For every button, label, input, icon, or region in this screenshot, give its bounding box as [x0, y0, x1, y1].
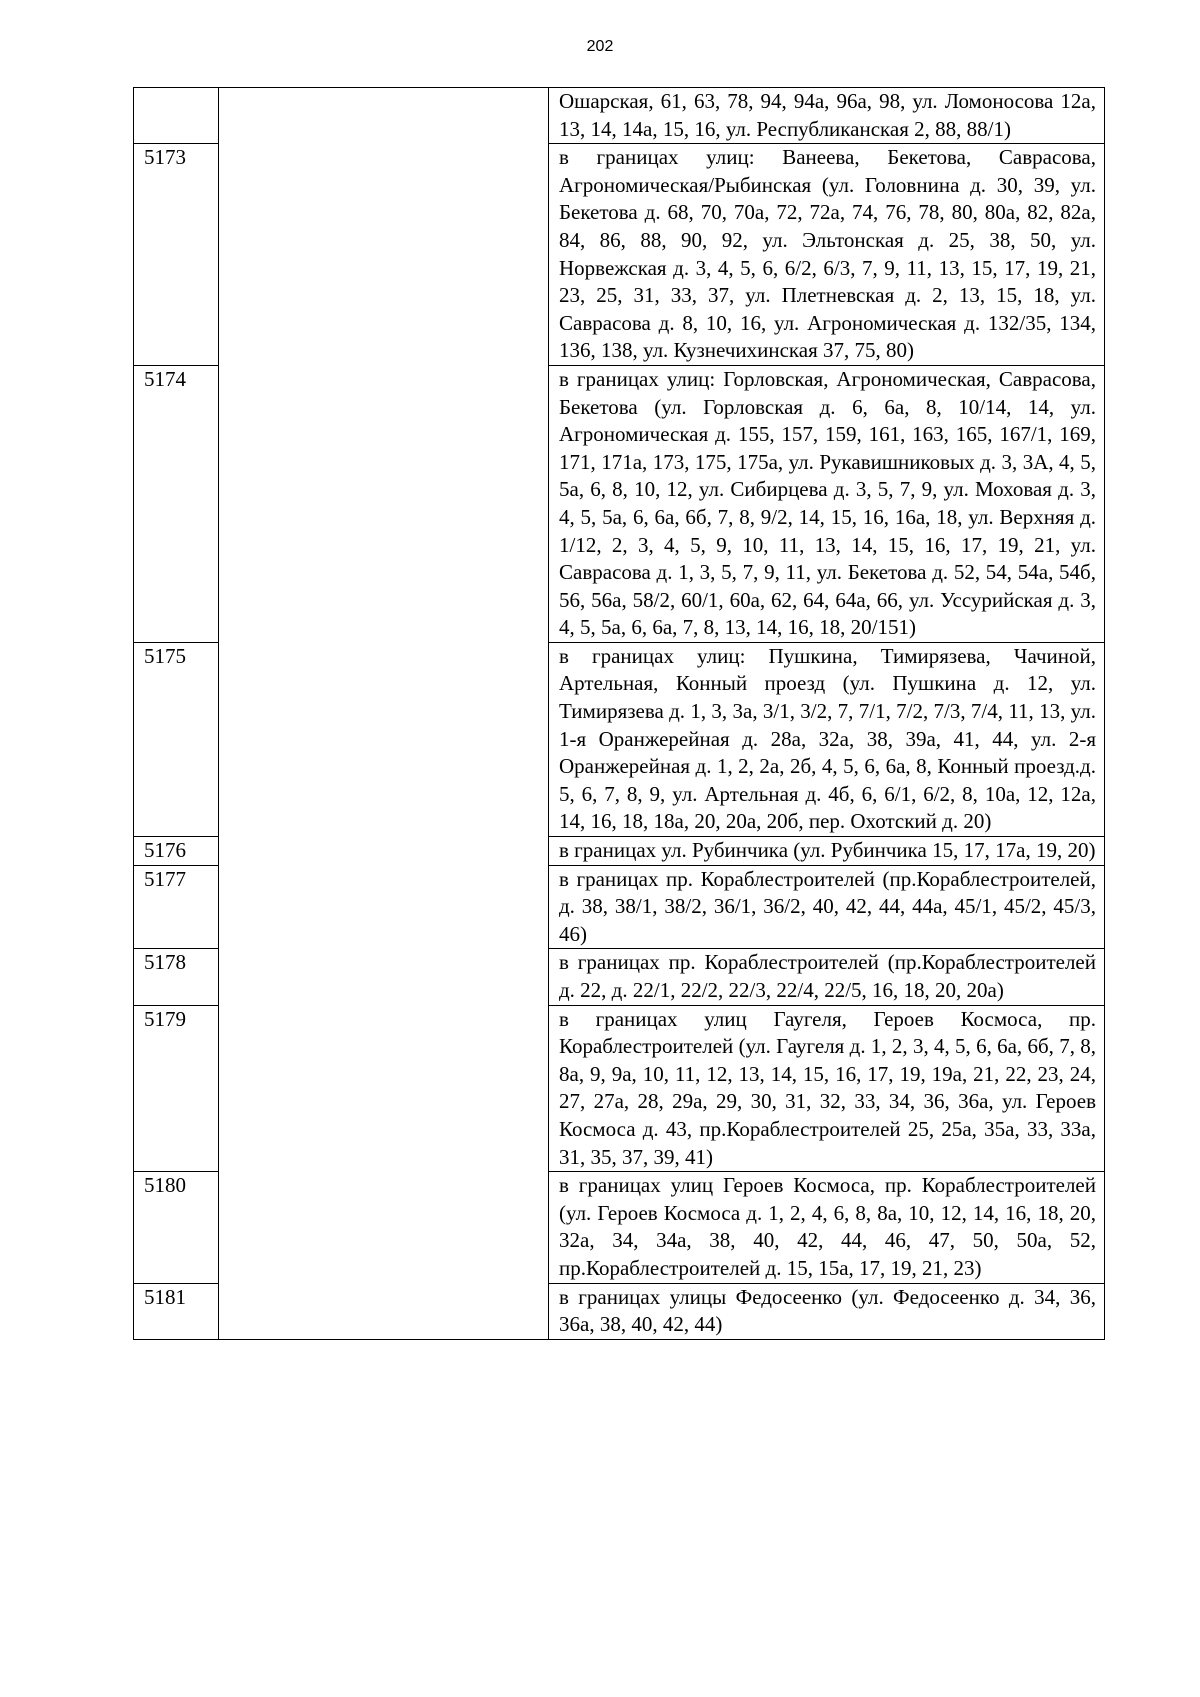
empty-middle-cell: [219, 88, 549, 1340]
district-number: 5174: [134, 365, 219, 642]
address-cell: в границах улиц Героев Космоса, пр. Кораблестроителей (ул. Героев Космоса д. 1, 2, 4, 6, 8, 8а, 10, 12, 14, 16, 18, 20, 32а, 34, 34а, 38, 40, 42, 44, 46, 47, 50, 50а, 52, пр.Кораблестроителей д. 15, 15а, 17, 19, 21, 23): [549, 1172, 1105, 1283]
address-cell: Ошарская, 61, 63, 78, 94, 94а, 96а, 98, ул. Ломоносова 12а, 13, 14, 14а, 15, 16, ул. Республиканская 2, 88, 88/1): [549, 88, 1105, 144]
district-number: 5173: [134, 144, 219, 366]
districts-table: [133, 87, 1105, 1340]
table-row: [134, 88, 1105, 144]
address-cell: в границах улицы Федосеенко (ул. Федосеенко д. 34, 36, 36а, 38, 40, 42, 44): [549, 1283, 1105, 1339]
address-cell: в границах пр. Кораблестроителей (пр.Кораблестроителей, д. 38, 38/1, 38/2, 36/1, 36/2, 40, 42, 44, 44а, 45/1, 45/2, 45/3, 46): [549, 865, 1105, 949]
district-number: 5180: [134, 1172, 219, 1283]
district-number: 5175: [134, 642, 219, 836]
address-cell: в границах улиц: Ванеева, Бекетова, Саврасова, Агрономическая/Рыбинская (ул. Головнина д. 30, 39, ул. Бекетова д. 68, 70, 70а, 72, 72а, 74, 76, 78, 80, 80а, 82, 82а, 84, 86, 88, 90, 92, ул. Эльтонская д. 25, 38, 50, ул. Норвежская д. 3, 4, 5, 6, 6/2, 6/3, 7, 9, 11, 13, 15, 17, 19, 21, 23, 25, 31, 33, 37, ул. Плетневская д. 2, 13, 15, 18, ул. Саврасова д. 8, 10, 16, ул. Агрономическая д. 132/35, 134, 136, 138, ул. Кузнечихинская 37, 75, 80): [549, 144, 1105, 366]
address-cell: в границах улиц Гаугеля, Героев Космоса, пр. Кораблестроителей (ул. Гаугеля д. 1, 2, 3, 4, 5, 6, 6а, 6б, 7, 8, 8а, 9, 9а, 10, 11, 12, 13, 14, 15, 16, 17, 19, 19а, 21, 22, 23, 24, 27, 27а, 28, 29а, 29, 30, 31, 32, 33, 34, 36, 36а, ул. Героев Космоса д. 43, пр.Кораблестроителей 25, 25а, 35а, 33, 33а, 31, 35, 37, 39, 41): [549, 1005, 1105, 1172]
district-number: 5181: [134, 1283, 219, 1339]
district-number: 5179: [134, 1005, 219, 1172]
address-cell: в границах ул. Рубинчика (ул. Рубинчика 15, 17, 17а, 19, 20): [549, 837, 1105, 866]
district-number: [134, 88, 219, 144]
address-cell: в границах улиц: Горловская, Агрономическая, Саврасова, Бекетова (ул. Горловская д. 6, 6а, 8, 10/14, 14, ул. Агрономическая д. 155, 157, 159, 161, 163, 165, 167/1, 169, 171, 171а, 173, 175, 175а, ул. Рукавишниковых д. 3, 3А, 4, 5, 5а, 6, 8, 10, 12, ул. Сибирцева д. 3, 5, 7, 9, ул. Моховая д. 3, 4, 5, 5а, 6, 6а, 6б, 7, 8, 9/2, 14, 15, 16, 16а, 18, ул. Верхняя д. 1/12, 2, 3, 4, 5, 9, 10, 11, 13, 14, 15, 16, 17, 19, 21, ул. Саврасова д. 1, 3, 5, 7, 9, 11, ул. Бекетова д. 52, 54, 54а, 54б, 56, 56а, 58/2, 60/1, 60а, 62, 64, 64а, 66, ул. Уссурийская д. 3, 4, 5, 5а, 6, 6а, 7, 8, 13, 14, 16, 18, 20/151): [549, 365, 1105, 642]
district-number: 5177: [134, 865, 219, 949]
address-cell: в границах улиц: Пушкина, Тимирязева, Чачиной, Артельная, Конный проезд (ул. Пушкина д. 12, ул. Тимирязева д. 1, 3, 3а, 3/1, 3/2, 7, 7/1, 7/2, 7/3, 7/4, 11, 13, ул. 1-я Оранжерейная д. 28а, 32а, 38, 39а, 41, 44, ул. 2-я Оранжерейная д. 1, 2, 2а, 2б, 4, 5, 6, 6а, 8, Конный проезд.д. 5, 6, 7, 8, 9, ул. Артельная д. 4б, 6, 6/1, 6/2, 8, 10а, 12, 12а, 14, 16, 18, 18а, 20, 20а, 20б, пер. Охотский д. 20): [549, 642, 1105, 836]
district-number: 5178: [134, 949, 219, 1005]
district-number: 5176: [134, 837, 219, 866]
address-cell: в границах пр. Кораблестроителей (пр.Кораблестроителей д. 22, д. 22/1, 22/2, 22/3, 22/4, 22/5, 16, 18, 20, 20а): [549, 949, 1105, 1005]
page-number: 202: [586, 38, 614, 55]
